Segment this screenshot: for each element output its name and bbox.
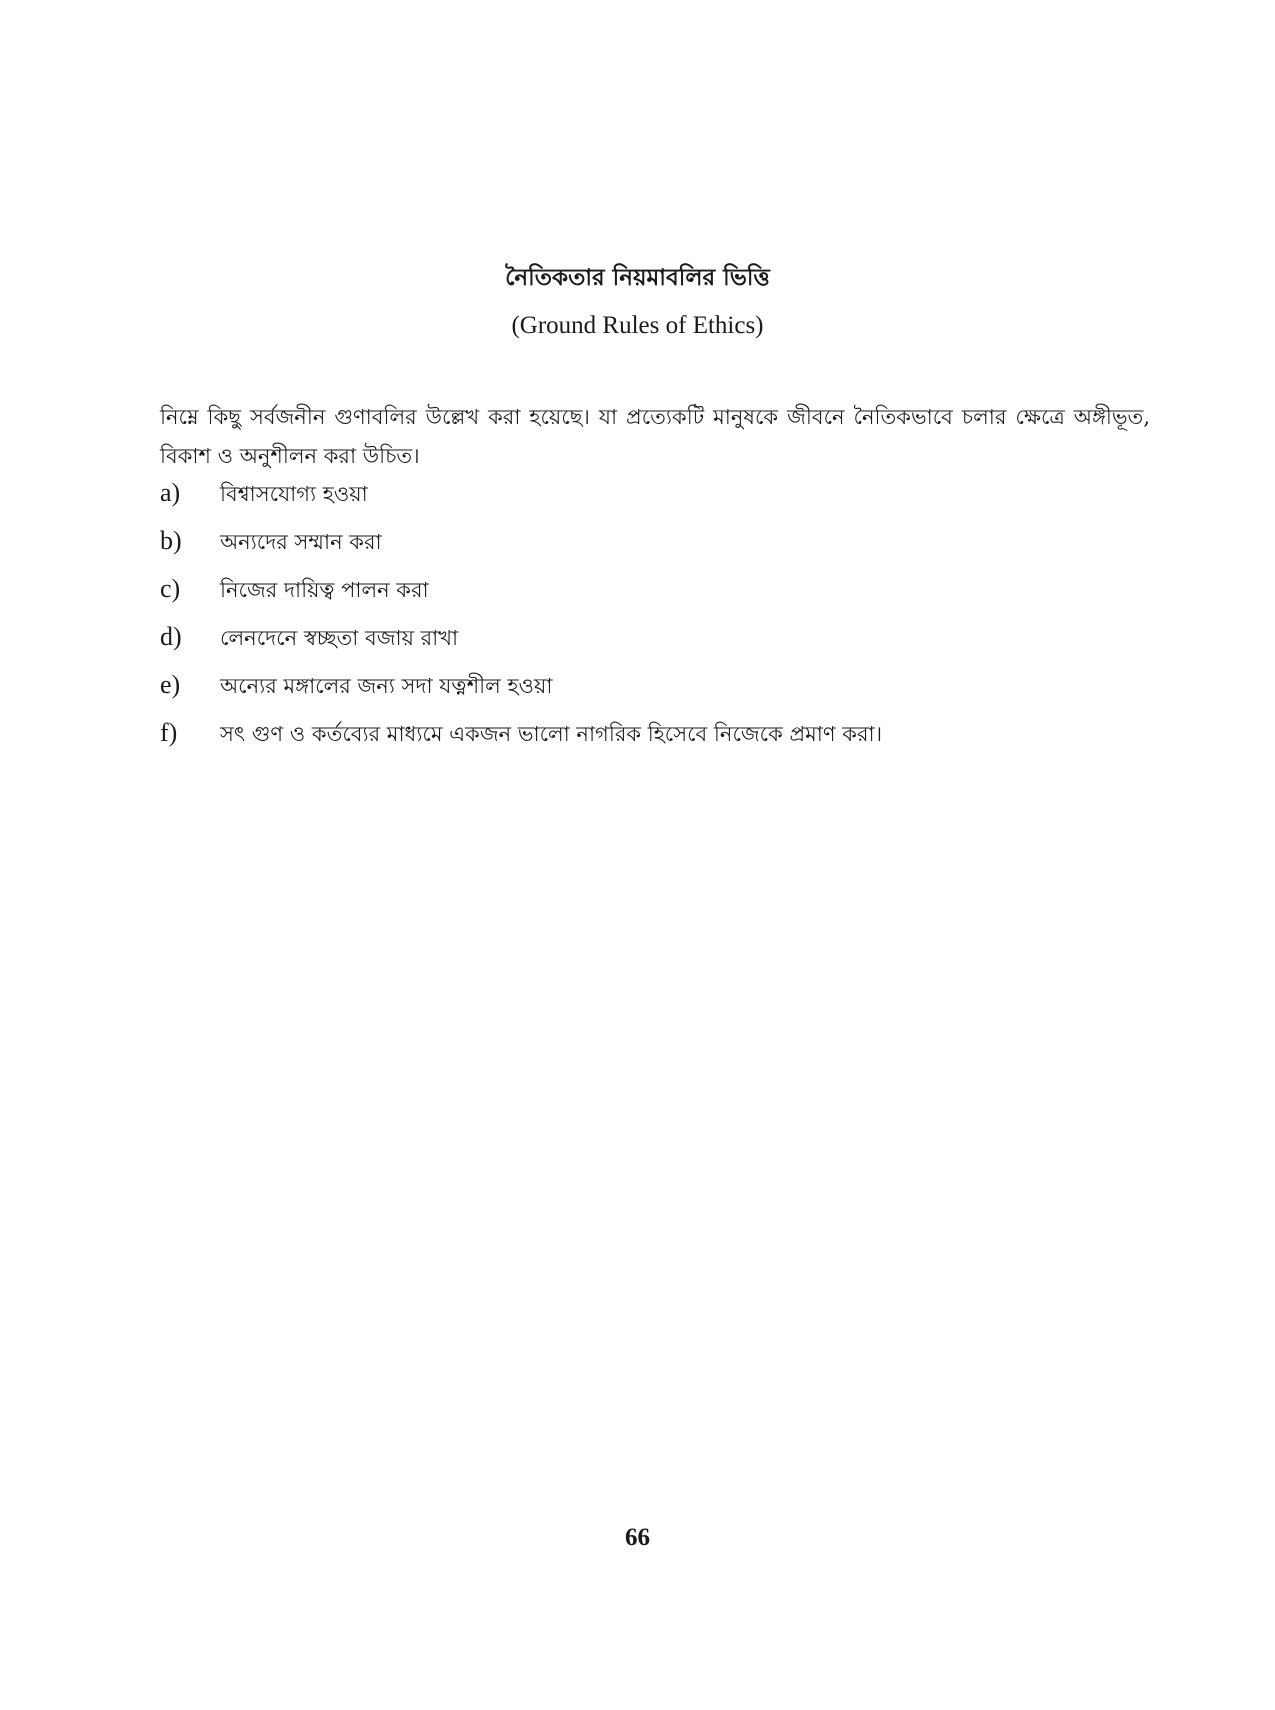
page-number: 66 bbox=[625, 1524, 650, 1551]
list-item-text: বিশ্বাসযোগ্য হওয়া bbox=[220, 482, 368, 506]
list-item bbox=[160, 478, 1150, 526]
list-marker: f) bbox=[160, 718, 178, 747]
list-marker: b) bbox=[160, 526, 182, 555]
rules-list bbox=[160, 478, 1150, 766]
page-title: নৈতিকতার নিয়মাবলির ভিত্তি bbox=[505, 264, 770, 291]
list-item bbox=[160, 622, 1150, 670]
list-item bbox=[160, 718, 1150, 766]
list-marker: a) bbox=[160, 478, 181, 507]
list-marker: e) bbox=[160, 670, 181, 699]
list-marker: d) bbox=[160, 622, 182, 651]
list-item bbox=[160, 574, 1150, 622]
page-subtitle: (Ground Rules of Ethics) bbox=[511, 312, 764, 339]
list-item-text: অন্যদের সম্মান করা bbox=[220, 530, 382, 554]
list-item-text: অন্যের মঙ্গালের জন্য সদা যত্নশীল হওয়া bbox=[220, 674, 553, 698]
list-marker: c) bbox=[160, 574, 181, 603]
list-item-text: সৎ গুণ ও কর্তব্যের মাধ্যমে একজন ভালো নাগরিক হিসেবে নিজেকে প্রমাণ করা। bbox=[220, 722, 883, 746]
list-item-text: নিজের দায়িত্ব পালন করা bbox=[220, 578, 429, 602]
list-item-text: লেনদেনে স্বচ্ছতা বজায় রাখা bbox=[220, 626, 459, 650]
list-item bbox=[160, 670, 1150, 718]
list-item bbox=[160, 526, 1150, 574]
intro-paragraph: নিম্নে কিছু সর্বজনীন গুণাবলির উল্লেখ করা হয়েছে। যা প্রত্যেকটি মানুষকে জীবনে নৈতিকভাবে চলার ক্ষেত্রে অঙ্গীভূত, বিকাশ ও অনুশীলন করা উচিত। bbox=[160, 405, 1150, 468]
